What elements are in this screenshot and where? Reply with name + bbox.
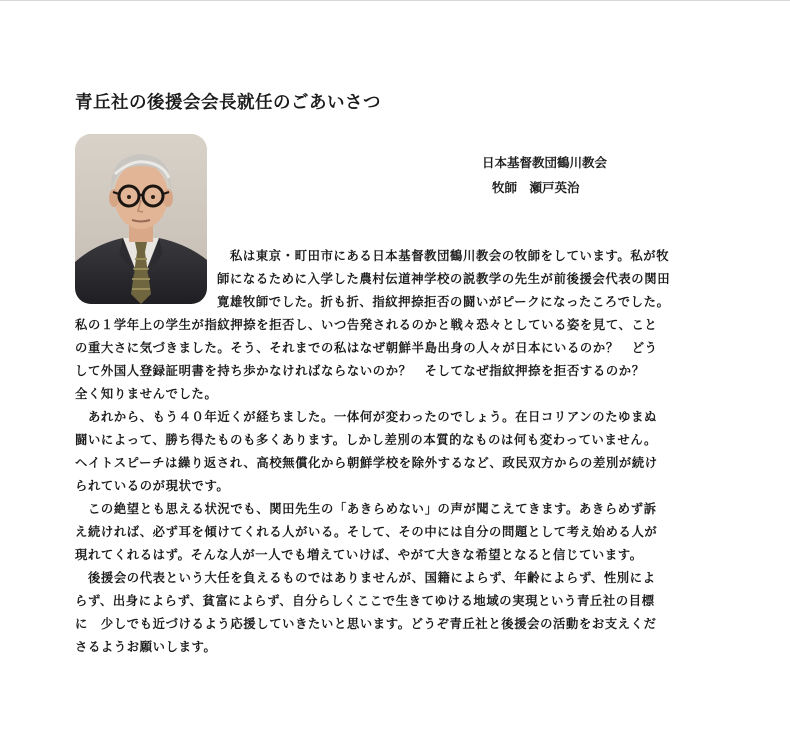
author-church: 日本基督教団鶴川教会 bbox=[482, 155, 608, 170]
portrait-photo bbox=[75, 134, 207, 304]
author-block bbox=[470, 150, 607, 200]
body-line: 現れてくれるはず。そんな人が一人でも増えていけば、やがて大きな希望となると信じています。 bbox=[75, 548, 643, 562]
body-line: あれから、もう４０年近くが経ちました。一体何が変わったのでしょう。在日コリアンのたゆまぬ bbox=[75, 410, 657, 424]
body-line: 私の１学年上の学生が指紋押捺を拒否し、いつ告発されるのかと戦々恐々としている姿を見て、こと bbox=[75, 318, 658, 332]
author-name: 牧師 瀬戸英治 bbox=[492, 180, 580, 195]
portrait-photo-icon bbox=[75, 134, 207, 304]
body-line: さるようお願いします。 bbox=[75, 640, 217, 654]
body-line: 私は東京・町田市にある日本基督教団鶴川教会の牧師をしています。私が牧 bbox=[217, 249, 670, 263]
body-line: 闘いによって、勝ち得たものも多くあります。しかし差別の本質的なものは何も変わっていません。 bbox=[75, 433, 657, 447]
body-line: に 少しでも近づけるよう応援していきたいと思います。どうぞ青丘社と後援会の活動をお支えくだ bbox=[75, 617, 657, 631]
body-line: この絶望とも思える状況でも、関田先生の「あきらめない」の声が聞こえてきます。あきらめず訴 bbox=[75, 502, 657, 516]
body-line: ヘイトスピーチは繰り返され、高校無償化から朝鮮学校を除外するなど、政民双方からの差別が続け bbox=[75, 456, 658, 470]
body-line: られているのが現状です。 bbox=[75, 479, 230, 493]
body-line: 全く知りませんでした。 bbox=[75, 387, 218, 401]
body-line: 後援会の代表という大任を負えるものではありませんが、国籍によらず、年齢によらず、性別によ bbox=[75, 571, 656, 585]
body-line: え続ければ、必ず耳を傾けてくれる人がいる。そして、その中には自分の問題として考え始める人が bbox=[75, 525, 658, 539]
body-line: して外国人登録証明書を持ち歩かなければならないのか？ そしてなぜ指紋押捺を拒否するのか？ bbox=[75, 364, 645, 378]
page-title: 青丘社の後援会会長就任のごあいさつ bbox=[75, 93, 381, 113]
top-divider bbox=[0, 0, 790, 1]
body-line: 師になるために入学した農村伝道神学校の説教学の先生が前後援会代表の関田 bbox=[217, 272, 671, 286]
body-line: の重大さに気づきました。そう、それまでの私はなぜ朝鮮半島出身の人々が日本にいるのか？ どう bbox=[75, 341, 658, 355]
body-line: 寛雄牧師でした。折も折、指紋押捺拒否の闘いがピークになったころでした。 bbox=[217, 295, 670, 309]
body-line: らず、出身によらず、貧富によらず、自分らしくここで生きてゆける地域の実現という青丘社の目標 bbox=[75, 594, 655, 608]
